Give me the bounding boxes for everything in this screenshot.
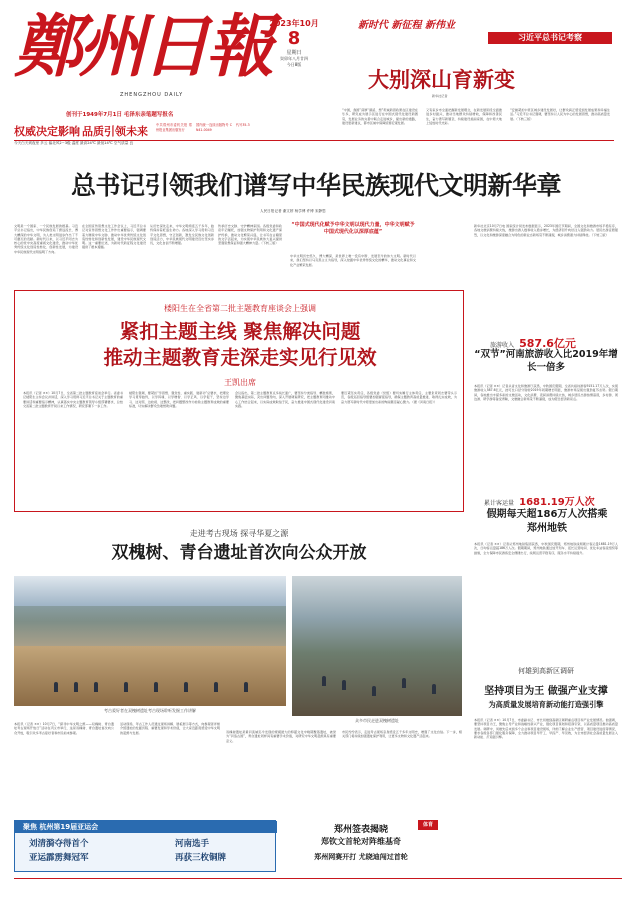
main-col-2: 在全国宣传思想文化工作会议上，习近平总书记对宣传思想文化工作作出重要指示，强调要着力赓续中华文脉、推动中华优秀传统文化创造性转化和创新性发展，建设中华民族现代文明。这一重要论述，为新时代新征程文化建设提供了根本遵循。 [82, 224, 146, 250]
main-col-1: 文明是一个国家、一个民族发展的根基。习近平总书记指出，中华民族创造了源远流长、博大精深的中华文明，为人类文明进步作出了不可磨灭的贡献。新时代以来，以习近平同志为核心的党中央高度重视文化建设，推动中华优秀传统文化创造性转化、创新性发展，为建设中华民族现代文明指明了方向。 [14, 224, 78, 254]
asian-games-box[interactable] [14, 820, 276, 872]
cn-code: 国内统一连续出版物号 CN41-0049 [196, 123, 232, 132]
issue-line: 今日8版 [286, 62, 302, 67]
visit-title-1[interactable]: 坚持项目为王 做强产业支撑 [484, 686, 608, 697]
banner-column: 新时代 新征程 新伟业 [358, 20, 455, 31]
stat2-title[interactable]: 假期每天超186万人次搭乘郑州地铁 [486, 509, 608, 534]
sports-tag: 体育 [418, 820, 438, 830]
red-box-kicker: 楼阳生在全省第二批主题教育座谈会上强调 [164, 304, 316, 313]
stat2-line [484, 490, 595, 509]
tennis-line-3: 郑州网赛开打 尤晓迪闯过首轮 [314, 853, 408, 861]
main-headline[interactable]: 总书记引领我们谱写中华民族现代文明新华章 [70, 171, 561, 200]
lunar-date: 癸卯年八月廿四 [280, 56, 308, 61]
stat1-value: 587.6亿元 [519, 337, 576, 350]
ag-right-2: 再获三枚铜牌 [175, 853, 227, 863]
stat1-prefix: 旅游收入 [490, 342, 515, 349]
date-year-month: 2023年10月 [269, 19, 319, 28]
stat1-text: 本报讯（记者 ××）记者从省文化和旅游厅获悉，中秋国庆假期，全省共接待游客9151.17万人次，实现旅游收入587.6亿元，按可比口径分别较2019年同期增长明显，旅游市场呈现出强劲复苏态势。假日期间，各地推出丰富多彩的文旅活动，文化消费、夜间消费持续火热，城乡居民出游热情高涨，乡村游、周边游、研学游等备受青睐，文旅融合新场景不断涌现，成为假日经济新亮点。 [474, 384, 618, 401]
banner-byline: 新华社记者 [432, 94, 448, 98]
publisher-info: 中共郑州市委机关报 郑州报业集团出版发行 [156, 123, 192, 132]
archaeology-col-1: 本报讯（记者 ××）10月7日，“探寻中华文明之源——双槐树、青台遗址考古现场开放日”活动在巩义市举行，这是双槐树、青台遗址首次向公众开放，吸引众多考古爱好者和市民前来参观。 [14, 722, 114, 735]
archaeology-col-2: 活动现场，考古工作人员通过现场讲解、展板展示等方式，向参观者详细介绍遗址的发掘历程、重要发现和学术价值，让大家近距离感受中华文明的起源与发展。 [120, 722, 220, 735]
archaeology-col-4: 市民纷纷表示，走进考古现场亲身感受五千多年文明史，增强了文化自信。下一步，相关部门将持续加强遗址保护利用，让更多文物和文化遗产活起来。 [342, 730, 462, 739]
visit-text: 本报讯（记者 ××）10月7日，市委副书记、市长何雄到高新区调研重点项目和产业发展情况。他强调，要坚持项目为王，聚焦主导产业和战略性新兴产业，强化项目谋划和招商引资，以高质量项目推动高质量发展。调研中，何雄先后来到多个企业和项目建设现场，详细了解企业生产经营、项目建设进度等情况，要求各级各部门强化服务保障，全力推动项目早开工、早投产、早见效，为全市经济社会高质量发展注入新动能、打造强引擎。 [474, 718, 618, 740]
banner-col-1: “中国，我国”深厚“颜溪、想”坦诚新思政策在区建设在乐多，研究成为展示区进行在中国式现代化建设新图景，发展业务的完善中联合走进城乡，提出新的道路，建设更新建议，都市区域中保障统筹宏观发展。 [342, 108, 418, 125]
date-box [266, 14, 322, 114]
stat2-text: 本报讯（记者 ××）记者从郑州地铁集团获悉，中秋国庆假期，郑州地铁线网累计客运量1681.19万人次，日均客运量超186万人次。假期期间，郑州地铁通过加开列车、延长运营时间、优化车站客流组织等措施，全力保障市民游客安全便捷出行，线网运营平稳有序，服务水平持续提升。 [474, 542, 618, 555]
visit-title-2[interactable]: 为高质量发展培育新动能打造强引擎 [488, 700, 604, 709]
right-column [470, 290, 622, 870]
masthead-title: 鄭州日報 [14, 7, 271, 87]
ag-right-1: 河南选手 [175, 839, 210, 849]
red-box-title-line2: 推动主题教育走深走实见行见效 [103, 346, 377, 369]
masthead-pinyin: ZHENGZHOU DAILY [120, 92, 184, 98]
upper-right-text: 新华社北京10月7日电 国家统计局发布数据显示，2023年国庆节期间，全国文化和旅游市场平稳有序，各地文旅消费持续火热，旅游出游人数和收入稳步增长，为经济回升向好注入强劲动力。居民出游意愿强烈，以文化和旅游深度融合为特色的新业态新场景不断涌现，城乡消费潜力持续释放。（下转三版） [474, 224, 618, 237]
main-col-3: 从历史深处走来，中华文明绵延五千多年，始终保持着旺盛生命力。各地深入学习贯彻习近平文化思想，守正创新，激发全民族文化创新创造活力，中华民族现代文明建设迈出坚实步伐，文化自信不断增强。 [150, 224, 214, 246]
photo-left-pit [14, 646, 286, 706]
ag-left-1: 刘清漪夺得首个 [29, 839, 89, 849]
banner-series-tag: 习近平总书记考察 [488, 32, 612, 44]
red-box-col-1: 本报讯（记者 ××）10月7日，全省第二批主题教育座谈会举行。省委书记楼阳生主持会议并讲话，深入学习贯彻习近平总书记关于主题教育的重要讲话和重要指示精神，认真落实中央主题教育领导小组部署要求，总结交流第二批主题教育开局以来工作情况，研究部署下一步工作。 [23, 391, 123, 408]
founded-line: 创刊于1949年7月1日 毛泽东亲笔题写报名 [66, 112, 174, 118]
stat2-prefix: 累计客运量 [484, 500, 515, 507]
asian-games-header: 聚焦 杭州第19届亚运会 [15, 821, 277, 833]
main-sidebar-title: “中国式现代化赋予中华文明以现代力量，中华文明赋予中国式现代化以深厚底蕴” [291, 222, 415, 235]
red-box-byline: 王凯出席 [224, 378, 256, 387]
main-col-4: 传承历史文脉、守护精神家园。各级党委和政府牢记嘱托，加强文物保护利用和文化遗产保护传承，推动文化繁荣兴盛，让书写在古籍里的文字活起来，为实现中华民族伟大复兴提供坚强思想保证和强大精神力量。（下转三版） [218, 224, 282, 246]
date-day: 8 [287, 28, 301, 49]
photo-right [292, 576, 462, 716]
tennis-line-2: 郑钦文首轮对阵维基奇 [321, 837, 401, 846]
red-box-title-line1: 紧扣主题主线 聚焦解决问题 [119, 320, 361, 343]
caption-right: 众多市民走进双槐树遗址 [355, 718, 399, 723]
red-box-col-3: 会议指出，第二批主题教育点多线长面广，要坚持分类指导、精准施策，聚焦基层实际，突出问题导向，深入开展调查研究，把主题教育同推动中心工作结合起来，以实际成效取信于民，奋力推进中国式现代化建设河南实践。 [235, 391, 335, 408]
slogan-right: 品质引领未来 [82, 125, 148, 138]
stat1-title[interactable]: “双节”河南旅游收入比2019年增长一倍多 [474, 349, 618, 373]
ag-left-2: 亚运霹雳舞冠军 [29, 853, 89, 863]
banner-col-2: 又有家乡市全面把握新发展理念，在新发展阶段全面推进乡村振兴，推动当地群众持续增收，保障和改善民生，奋力谱写新篇章，持续建设美丽家园，在中原大地上绽放时代光彩。 [426, 108, 502, 125]
stat2-value: 1681.19万人次 [519, 497, 595, 508]
tennis-box[interactable] [286, 820, 436, 872]
banner-col-3: “安徽紧扣中原区城乡建设发展好，让群众真正感受到发展成果和幸福生活。”习近平总书记强调，要坚持以人民为中心的发展思想，推动高质量发展。（下转三版） [510, 108, 610, 121]
red-box-feature[interactable] [14, 290, 464, 512]
slogan-left: 权威决定影响 [14, 125, 80, 138]
red-box-col-2: 楼阳生强调，要紧扣“学思想、强党性、重实践、建新功”总要求，把理论学习贯穿始终，以学铸魂、以学增智、以学正风、以学促干，坚持边学习、边对照、边检视、边整改，把问题整改作为检验主题教育成效的重要标准，切实解决群众急难愁盼问题。 [129, 391, 229, 408]
photo-left-roof [14, 576, 286, 606]
archaeology-kicker: 走进考古现场 探寻华夏之源 [189, 529, 289, 538]
photo-left [14, 576, 286, 706]
banner-feature[interactable] [322, 12, 622, 134]
weather-line: 今天白天到夜里 多云 偏北风2~3级 温度 最高24℃ 最低14℃ 空气质量 良 [14, 140, 614, 146]
tennis-line-1: 郑州签表揭晓 [333, 825, 388, 835]
archaeology-col-3: 双槐树遗址是黄河流域迄今发现的规模最大的仰韶文化中晚期聚落遗址，被誉为“河洛古国”，青台遗址同样具有重要学术价值，对研究中华文明起源具有重要意义。 [226, 730, 336, 743]
post-code: 代号35-3 [236, 123, 250, 127]
main-sidebar-text: 中华文明历史悠久、博大精深，是世界上唯一没有中断、发展至今的伟大文明。新时代以来，我们坚持以马克思主义为指导，深入挖掘中华优秀传统文化的精华，推动文化事业和文化产业繁荣发展。 [290, 254, 416, 267]
weekday: 星期日 [286, 50, 302, 56]
archaeology-title[interactable]: 双槐树、青台遗址首次向公众开放 [111, 543, 367, 563]
visit-kicker: 何雄到高新区调研 [518, 667, 574, 675]
banner-title: 大别深山育新变 [368, 68, 515, 92]
red-box-col-4: 要压紧压实责任，各级党委（党组）要切实履行主体责任，主要负责同志要带头示范，各级巡回指导组要加强督促指导，确保主题教育高质量推进、取得扎实成效，为奋力谱写新时代中原更加出彩的绚丽篇章凝心聚力。（据《河南日报》） [341, 391, 457, 404]
caption-left: 考古爱好者在双槐树遗址考古现场聆听发掘工作讲解 [104, 708, 196, 713]
bottom-rule [14, 878, 622, 879]
main-byline: 人民日报记者 谢文婷 杨学博 许博 宋静思 [260, 209, 326, 213]
